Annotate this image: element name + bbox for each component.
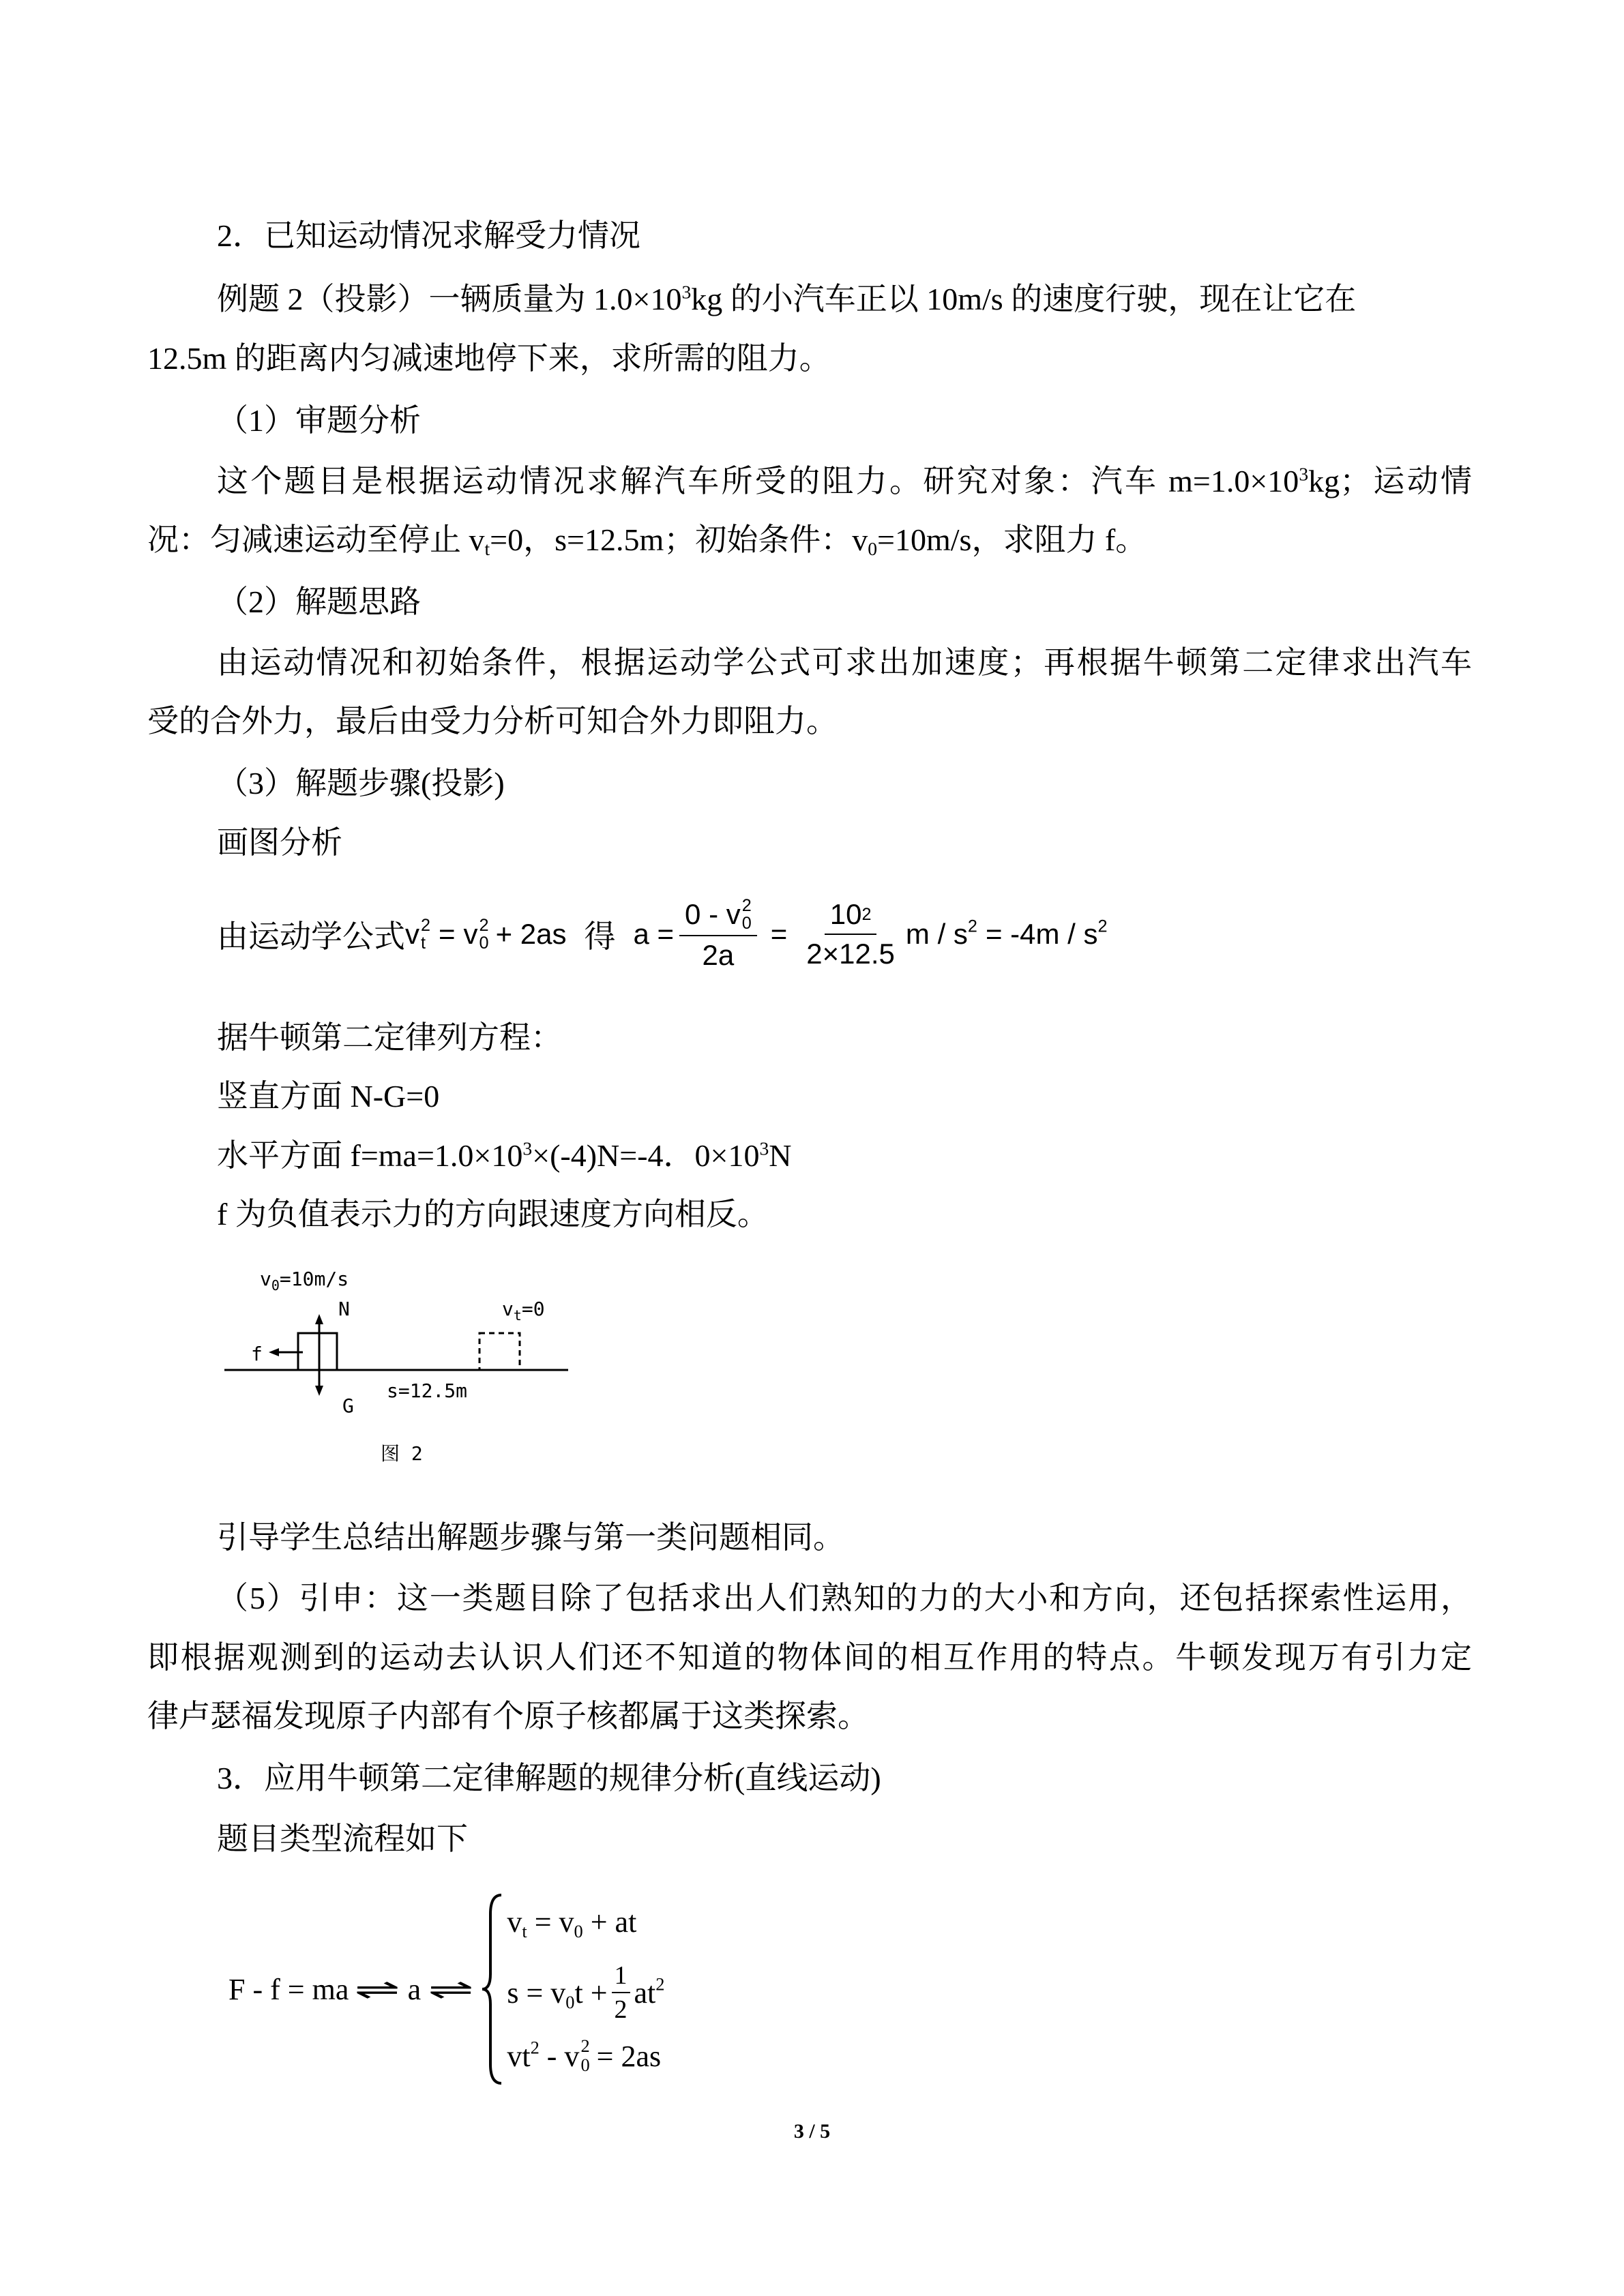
gravity-label: G: [342, 1395, 354, 1417]
subscript: 0: [574, 1920, 583, 1941]
paragraph-line: [217, 1017, 562, 1058]
unit-text: m / s: [905, 918, 968, 950]
paragraph-line: [147, 701, 838, 742]
superscript: 3: [759, 1137, 769, 1159]
fraction-denominator: 2×12.5: [806, 938, 895, 970]
unit: [906, 918, 977, 951]
paragraph-line: [217, 1194, 769, 1235]
subscript: 0: [479, 934, 489, 953]
page-number: 3 / 5: [793, 2120, 831, 2143]
text-run: 由运动情况和初始条件，根据运动学公式可求出加速度；再根据牛顿第二定律求出汽车: [217, 645, 1472, 680]
fraction-denominator: 2: [614, 1995, 628, 2024]
numerator-text: 10: [829, 898, 862, 930]
label-text: =10m/s: [279, 1268, 349, 1290]
text-run: ×(-4)N=-4．0×10: [532, 1138, 760, 1173]
friction-label: f: [251, 1343, 263, 1365]
car-block: [298, 1333, 337, 1370]
result-text: = -4m / s: [985, 918, 1098, 950]
text-run: 例题 2（投影）一辆质量为 1.0×10: [217, 282, 682, 316]
text-run: （3）解题步骤(投影): [217, 766, 505, 801]
subscript: 0: [868, 537, 878, 559]
superscript: 3: [522, 1137, 533, 1159]
superscript: 2: [421, 915, 431, 935]
text-run: 3．应用牛顿第二定律解题的规律分析(直线运动): [217, 1761, 881, 1795]
variable: v: [463, 918, 478, 950]
paragraph-line: [217, 822, 342, 863]
equilibrium-arrow-icon: ⇌: [428, 1973, 474, 2006]
text-run: 受的合外力，最后由受力分析可知合外力即阻力。: [147, 704, 838, 739]
vt-squared: [405, 916, 430, 953]
superscript: 2: [741, 895, 752, 915]
sup-sub-stack: [421, 916, 430, 953]
paragraph-line: [217, 1819, 468, 1860]
equilibrium-arrow-icon: ⇌: [354, 1973, 400, 2006]
label-text: v: [260, 1268, 271, 1290]
example-2-line: [147, 338, 831, 379]
step-heading-analysis: [217, 400, 421, 441]
result: [986, 918, 1108, 951]
text-run: 引导学生总结出解题步骤与第一类问题相同。: [217, 1520, 844, 1555]
text-run: kg；运动情: [1308, 464, 1473, 498]
text-run: f 为负值表示力的方向跟速度方向相反。: [217, 1197, 769, 1232]
text-run: =0，s=12.5m；初始条件：v: [490, 522, 868, 557]
equals-sign: =: [770, 918, 788, 950]
friction-arrowhead: [269, 1348, 279, 1356]
term: + at: [582, 1905, 637, 1939]
paragraph-line: [217, 461, 1472, 502]
equation-vertical: [217, 1076, 439, 1117]
text-run: 2．已知运动情况求解受力情况: [217, 218, 640, 253]
sup-sub-stack: [742, 897, 752, 933]
text-run: 水平方面 f=ma=1.0×10: [217, 1138, 523, 1173]
fraction-denominator: 2a: [702, 939, 735, 972]
text-run: 即根据观测到的运动去认识人们还不知道的物体间的相互作用的特点。牛顿发现万有引力定: [147, 1640, 1472, 1675]
subscript: 0: [271, 1277, 280, 1294]
term: v: [507, 1905, 522, 1939]
superscript: 3: [681, 281, 692, 303]
paragraph-line: [147, 520, 1147, 561]
stopped-car-outline: [479, 1333, 520, 1370]
variable: v: [405, 918, 419, 950]
superscript: 2: [580, 2036, 590, 2057]
equation-velocity-displacement: [507, 2034, 664, 2078]
equation-text: [634, 1973, 665, 2010]
label-text: v: [502, 1298, 514, 1320]
equation-text: [507, 1976, 607, 2010]
label-text: =0: [521, 1298, 545, 1320]
equation-displacement: [507, 1951, 664, 2034]
superscript: 2: [655, 1973, 665, 1995]
sup-sub-stack: [580, 2037, 589, 2074]
subscript: 0: [580, 2055, 590, 2075]
superscript: 2: [479, 915, 489, 935]
fraction-numerator: 1: [612, 1960, 630, 1993]
gravity-arrowhead: [315, 1386, 323, 1396]
flow-formula: [228, 1892, 665, 2087]
step-heading-approach: [217, 582, 421, 623]
kinematics-equations: [507, 1892, 664, 2087]
force-diagram-figure: [218, 1258, 587, 1476]
paragraph-line: [147, 1696, 869, 1737]
section-heading-3: [217, 1758, 881, 1799]
subscript: 0: [565, 1991, 575, 2012]
equation-text: [507, 2039, 579, 2074]
subscript: t: [421, 934, 426, 953]
subscript: 0: [741, 914, 752, 933]
term: = v: [527, 1905, 574, 1939]
text-run: （1）审题分析: [217, 403, 421, 438]
subscript: t: [522, 1920, 527, 1941]
normal-force-arrowhead: [315, 1314, 323, 1324]
text-run: 律卢瑟福发现原子内部有个原子核都属于这类探索。: [147, 1699, 869, 1733]
superscript: 2: [967, 916, 977, 936]
sup-sub-stack: [479, 916, 489, 953]
step-heading-steps: [217, 763, 505, 804]
text-run: （5）引申：这一类题目除了包括求出人们熟知的力的大小和方向，还包括探索性运用，: [217, 1581, 1472, 1615]
distance-label: s=12.5m: [387, 1380, 468, 1402]
paragraph-line: [147, 1637, 1472, 1678]
newton-second-law: F - f = ma: [228, 1973, 349, 2006]
text-run: 画图分析: [217, 825, 342, 860]
formula-prefix: 由运动学公式: [217, 919, 405, 954]
equation-horizontal: [217, 1135, 792, 1176]
section-heading-2: [217, 215, 640, 256]
fraction: [801, 898, 900, 970]
text-run: =10m/s，求阻力 f。: [877, 522, 1147, 557]
text-run: kg 的小汽车正以 10m/s 的速度行驶，现在让它在: [691, 282, 1357, 316]
fraction-numerator: [679, 897, 757, 937]
numerator-text: 0 - v: [685, 898, 741, 930]
paragraph-line: [217, 1517, 844, 1558]
example-2-line: [217, 279, 1356, 320]
text-run: 据牛顿第二定律列方程：: [217, 1020, 562, 1055]
paragraph-line: [217, 1578, 1472, 1619]
text-run: 竖直方面 N-G=0: [217, 1079, 440, 1114]
subscript: t: [513, 1307, 522, 1324]
final-velocity-label: [502, 1298, 545, 1324]
superscript: 3: [1299, 463, 1309, 485]
formula-connector: 得: [584, 919, 616, 954]
text-run: 况：匀减速运动至停止 v: [147, 522, 485, 557]
fraction: [679, 897, 757, 972]
normal-force-label: N: [338, 1298, 350, 1320]
fraction-numerator: 10 2: [825, 898, 877, 935]
formula-term: a =: [633, 918, 675, 950]
text-run: （2）解题思路: [217, 584, 421, 619]
acceleration-symbol: a: [407, 1973, 422, 2006]
subscript: t: [484, 537, 490, 559]
term: = 2as: [596, 2039, 662, 2073]
kinematics-formula: [217, 886, 1108, 982]
equation-text: [507, 1905, 636, 1939]
superscript: 2: [530, 2037, 540, 2058]
equals-sign: =: [439, 918, 456, 950]
term: s = v: [507, 1976, 566, 2010]
term: - v: [539, 2039, 580, 2073]
formula-term: + 2as: [495, 918, 567, 950]
text-run: 题目类型流程如下: [217, 1821, 468, 1856]
v0-squared: [464, 916, 489, 953]
superscript: 2: [1097, 916, 1108, 936]
term: t +: [574, 1976, 608, 2010]
equation-velocity: [507, 1892, 664, 1951]
fraction-half: [612, 1960, 630, 2025]
term: vt: [507, 2039, 531, 2073]
figure-caption: 图 2: [381, 1442, 423, 1465]
text-run: N: [769, 1138, 792, 1173]
text-run: 这个题目是根据运动情况求解汽车所受的阻力。研究对象：汽车 m=1.0×10: [217, 464, 1299, 498]
paragraph-line: [217, 642, 1472, 683]
text-run: 12.5m 的距离内匀减速地停下来，求所需的阻力。: [147, 341, 831, 376]
term: at: [634, 1976, 656, 2010]
initial-velocity-label: [260, 1268, 349, 1294]
